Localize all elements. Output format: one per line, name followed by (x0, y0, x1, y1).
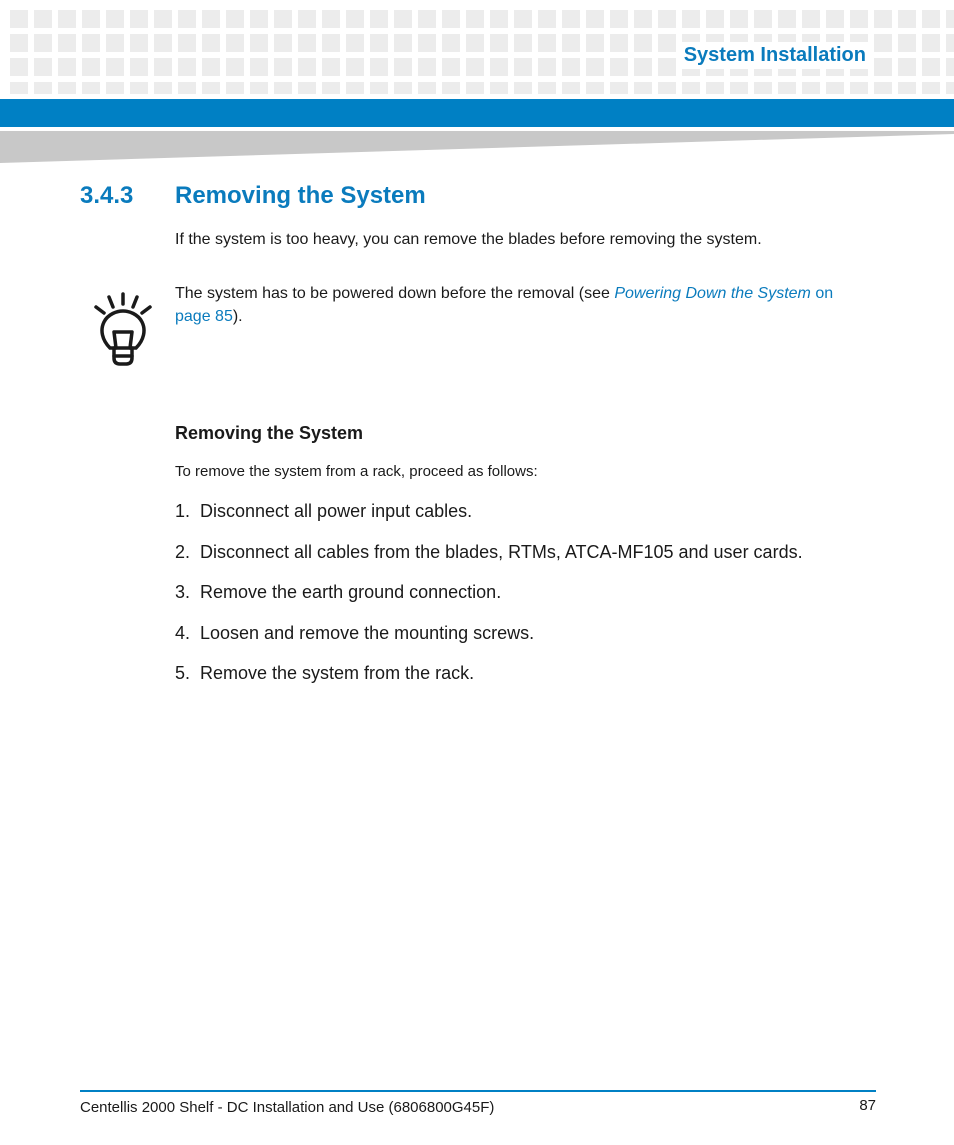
running-header-title: System Installation (678, 42, 872, 69)
list-item: 5. Remove the system from the rack. (175, 663, 475, 684)
header-blue-bar (0, 99, 954, 127)
list-item: 3. Remove the earth ground connection. (175, 582, 502, 603)
section-number: 3.4.3 (80, 182, 134, 209)
note-text (175, 282, 865, 328)
list-item: 1. Disconnect all power input cables. (175, 501, 473, 521)
page-reference-link[interactable]: page 85 (175, 308, 233, 325)
powering-down-link-on[interactable]: on (810, 285, 834, 302)
footer-document-title: Centellis 2000 Shelf - DC Installation and Use (6806800G45F) (80, 1099, 495, 1116)
footer-rule (80, 1090, 876, 1092)
footer-page-number: 87 (859, 1097, 876, 1114)
list-item: 2. Disconnect all cables from the blades, RTMs, ATCA-MF105 and user cards. (175, 541, 803, 562)
section-heading (80, 182, 426, 210)
intro-paragraph: If the system is too heavy, you can remove the blades before removing the system. (175, 231, 762, 248)
header-gray-wedge (0, 131, 954, 163)
note-text-after: ). (232, 308, 243, 325)
list-item: 4. Loosen and remove the mounting screws. (175, 622, 535, 643)
lightbulb-icon (90, 290, 156, 374)
procedure-title: Removing the System (175, 423, 364, 443)
note-text-before: The system has to be powered down before the removal (see (175, 285, 615, 302)
procedure-lead: To remove the system from a rack, proceed as follows: (175, 463, 538, 480)
powering-down-link[interactable]: Powering Down the System (614, 285, 811, 302)
section-title: Removing the System (175, 182, 426, 209)
procedure-steps (175, 499, 803, 702)
